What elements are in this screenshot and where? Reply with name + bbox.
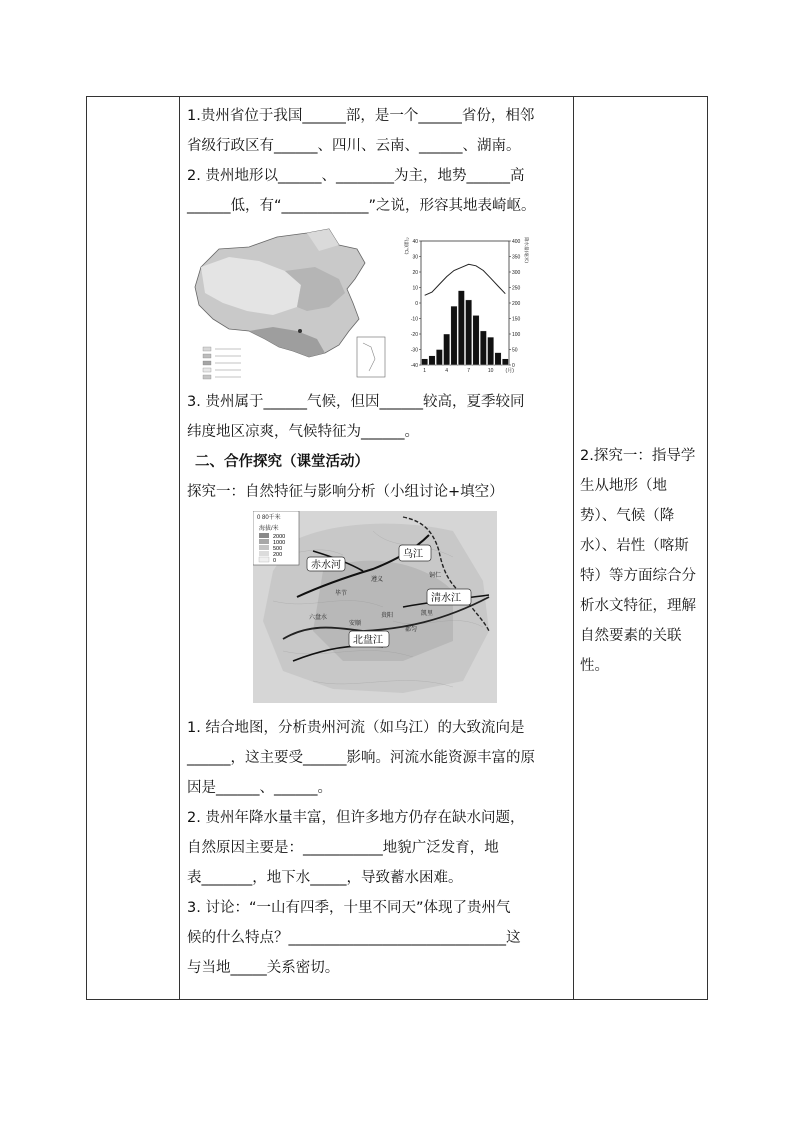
y-left-tick-label: 20 (412, 270, 418, 276)
y-left-tick-label: -30 (410, 347, 418, 354)
city-label: 六盘水 (309, 614, 328, 621)
y-left-tick-label: 10 (412, 285, 418, 292)
legend-level: 200 (273, 552, 283, 558)
question-line: 自然原因主要是：___________地貌广泛发育，地 (187, 840, 499, 856)
question-line: 省级行政区有______、四川、云南、______、湖南。 (187, 138, 521, 154)
city-label: 贵阳 (381, 612, 394, 619)
river-label: 清水江 (431, 593, 461, 604)
map-scale: 0 80千米 (257, 515, 281, 521)
y-left-tick-label: 30 (412, 254, 418, 261)
question-line: ______低，有“____________”之说，形容其地表崎岖。 (187, 198, 536, 214)
column-divider (573, 97, 574, 999)
legend-title: 海拔/米 (259, 526, 279, 532)
precipitation-bar (502, 359, 508, 365)
question-line: 因是______、______。 (187, 780, 332, 796)
y-left-tick-label: -10 (410, 316, 418, 323)
y-right-tick-label: 300 (512, 270, 521, 276)
precipitation-bar (480, 331, 486, 365)
question-line: ______，这主要受______影响。河流水能资源丰富的原 (187, 750, 535, 766)
legend-level: 2000 (273, 534, 286, 540)
guidance-line: 势）、气候（降 (580, 508, 675, 524)
precipitation-bar (495, 353, 501, 365)
y-right-tick-label: 200 (512, 301, 521, 307)
precipitation-bar (473, 315, 479, 365)
y-right-tick-label: 350 (512, 254, 521, 261)
guidance-line: 水）、岩性（喀斯 (580, 538, 689, 554)
y-right-tick-label: 400 (512, 239, 521, 245)
question-line: 1. 结合地图，分析贵州河流（如乌江）的大致流向是 (187, 720, 525, 736)
question-line: 1.贵州省位于我国______部，是一个______省份，相邻 (187, 108, 535, 124)
legend-level: 1000 (273, 540, 286, 546)
x-tick-label: (月) (505, 368, 514, 374)
section-heading: 二、合作探究（课堂活动） (195, 454, 369, 470)
question-line: 表_______，地下水_____，导致蓄水困难。 (187, 870, 463, 886)
x-tick-label: 10 (487, 368, 494, 374)
precipitation-bar (422, 359, 428, 365)
teacher-guidance-cell (580, 441, 706, 681)
y-right-tick-label: 100 (512, 332, 521, 338)
y-right-tick-label: 150 (512, 316, 521, 323)
city-label: 安顺 (349, 620, 362, 627)
precipitation-bar (458, 291, 464, 365)
river-label: 北盘江 (353, 635, 383, 646)
y-left-tick-label: 40 (412, 239, 418, 245)
y-left-tick-label: -20 (410, 332, 418, 338)
question-line: 与当地_____关系密切。 (187, 960, 340, 976)
question-line: 纬度地区凉爽，气候特征为______。 (187, 424, 419, 440)
climate-chart (401, 227, 529, 381)
precipitation-bar (466, 300, 472, 365)
question-line: 2. 贵州地形以______、________为主，地势______高 (187, 168, 525, 184)
guizhou-river-map-wrap (187, 511, 573, 707)
question-line: 3. 讨论：“一山有四季，十里不同天”体现了贵州气 (187, 900, 511, 916)
city-label: 铜仁 (429, 572, 442, 579)
guizhou-river-map (253, 511, 497, 703)
city-label: 凯里 (421, 610, 434, 617)
question-line: 候的什么特点？______________________________这 (187, 930, 521, 946)
y-left-tick-label: 0 (415, 301, 418, 307)
precipitation-bar (488, 337, 494, 365)
china-climate-map (189, 227, 399, 383)
student-activity-cell (179, 97, 573, 983)
city-label: 都匀 (405, 626, 418, 633)
city-label: 遵义 (371, 576, 384, 583)
river-label: 乌江 (403, 549, 423, 560)
legend-level: 500 (273, 546, 283, 552)
guidance-line: 自然要素的关联 (580, 628, 682, 644)
guidance-line: 析水文特征，理解 (580, 598, 696, 614)
precipitation-bar (444, 334, 450, 365)
question-line: 3. 贵州属于______气候，但因______较高，夏季较同 (187, 394, 525, 410)
y-right-tick-label: 0 (512, 363, 515, 369)
y-right-tick-label: 50 (512, 347, 518, 354)
precipitation-bar (451, 306, 457, 365)
y-right-axis-label: 降水量(毫米) (523, 237, 528, 264)
lesson-table (86, 96, 708, 1000)
question-line: 2. 贵州年降水量丰富，但许多地方仍存在缺水问题， (187, 810, 525, 826)
guidance-line: 特）等方面综合分 (580, 568, 696, 584)
precipitation-bar (429, 356, 435, 365)
explore-title: 探究一：自然特征与影响分析（小组讨论+填空） (187, 484, 504, 500)
legend-level: 0 (273, 558, 277, 564)
guidance-line: 生从地形（地 (580, 478, 667, 494)
city-label: 毕节 (335, 590, 348, 597)
y-right-tick-label: 250 (512, 285, 521, 292)
guidance-line: 性。 (580, 658, 609, 674)
guidance-line: 2.探究一：指导学 (580, 448, 696, 464)
x-tick-label: 4 (445, 368, 449, 374)
river-label: 赤水河 (311, 560, 341, 571)
x-tick-label: 1 (423, 368, 427, 374)
figure-row (187, 225, 573, 385)
precipitation-bar (436, 350, 442, 366)
y-left-axis-label: 气温(℃) (403, 237, 408, 255)
x-tick-label: 7 (467, 368, 471, 374)
y-left-tick-label: -40 (410, 363, 418, 369)
